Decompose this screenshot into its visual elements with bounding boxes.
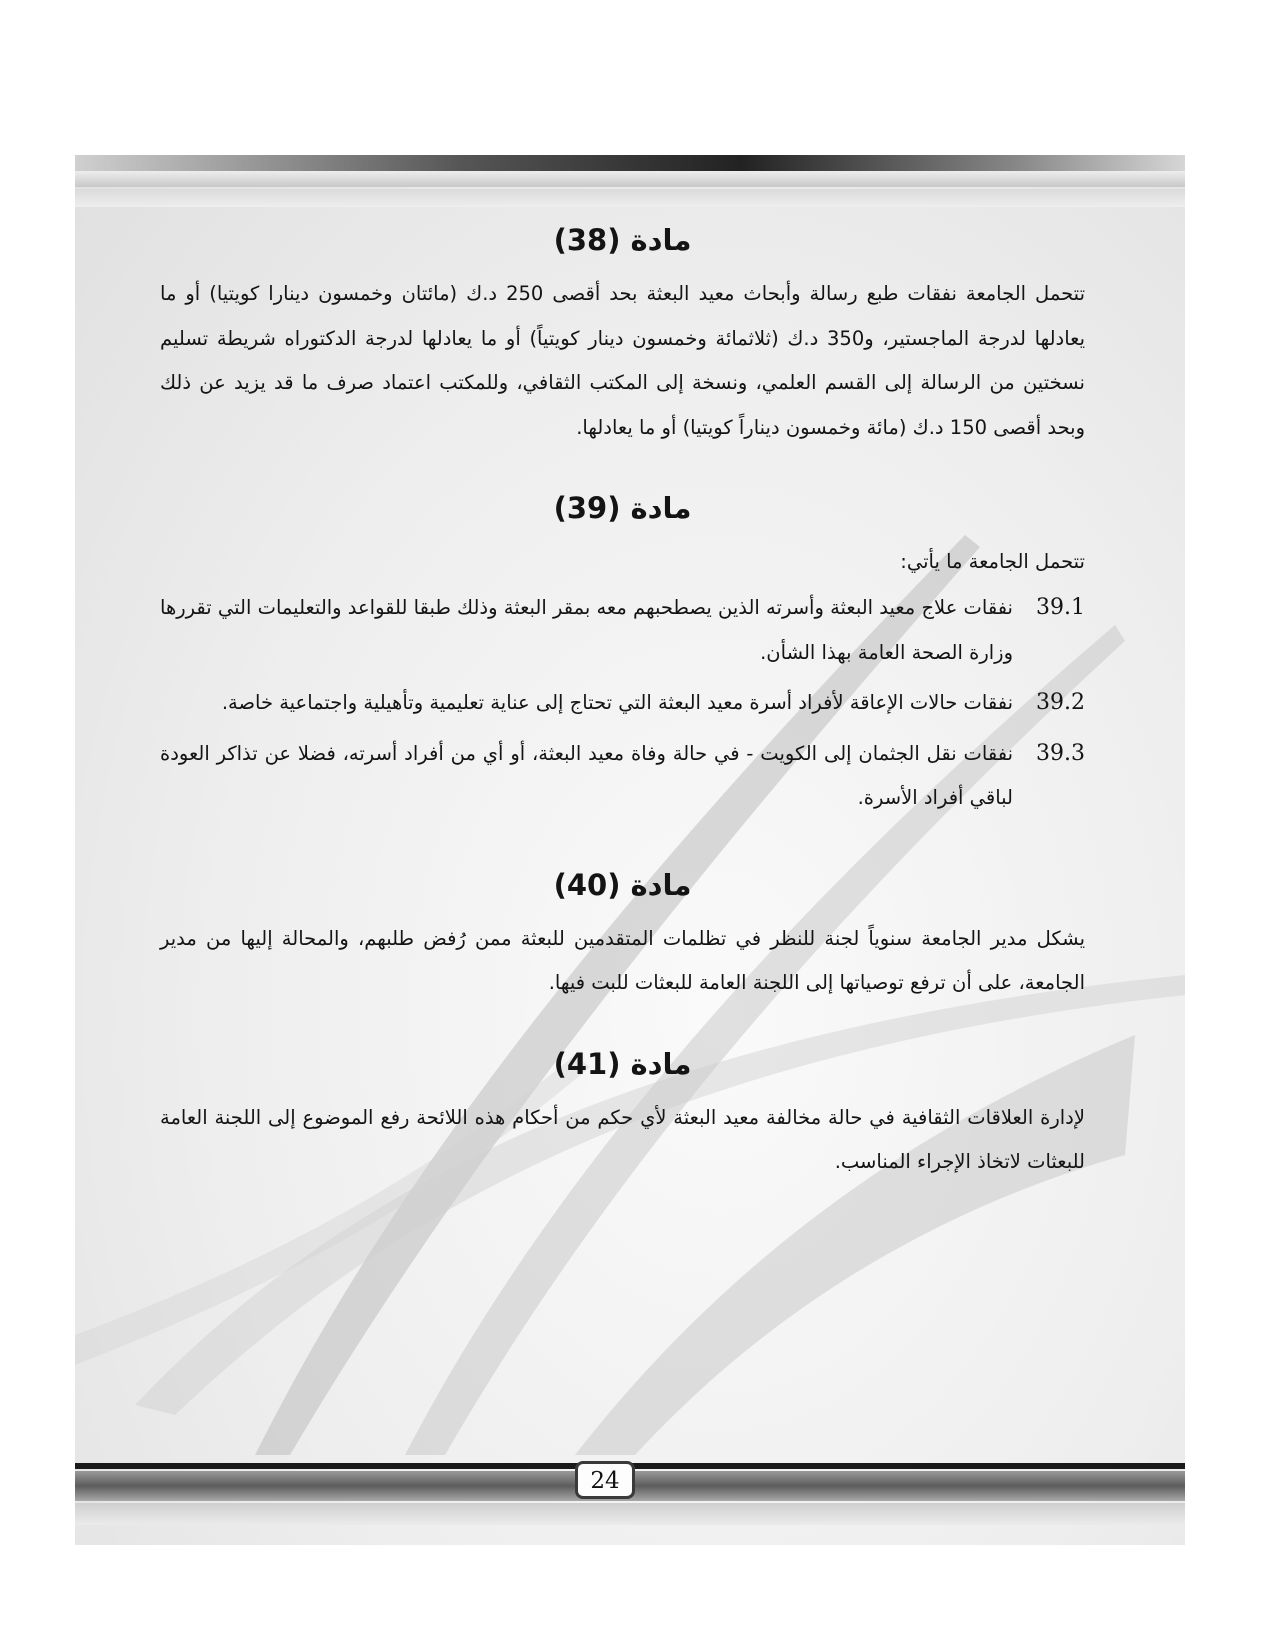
article-39-item [160, 732, 1085, 821]
article-41-heading: مادة (41) [553, 1046, 692, 1081]
item-number: 39.3 [1036, 740, 1085, 766]
article-38-paragraph: تتحمل الجامعة نفقات طبع رسالة وأبحاث معيد البعثة بحد أقصى 250 د.ك (مائتان وخمسون دينارا كويتيا) أو ما يعادلها لدرجة الماجستير، و350 د.ك (ثلاثمائة وخمسون دينار كويتياً) أو ما يعادلها لدرجة الدكتوراه شريطة تسليم نسختين من الرسالة إلى القسم العلمي، ونسخة إلى المكتب الثقافي، وللمكتب اعتماد صرف ما قد يزيد عن ذلك وبحد أقصى 150 د.ك (مائة وخمسون ديناراً كويتيا) أو ما يعادلها. [160, 282, 1085, 439]
item-number: 39.1 [1036, 595, 1085, 620]
page-number: 24 [575, 1461, 635, 1499]
article-39-intro: تتحمل الجامعة ما يأتي: [900, 550, 1085, 573]
item-text: نفقات حالات الإعاقة لأفراد أسرة معيد البعثة التي تحتاج إلى عناية تعليمية وتأهيلية واجتماعية خاصة. [221, 691, 1013, 714]
article-41-paragraph: لإدارة العلاقات الثقافية في حالة مخالفة معيد البعثة لأي حكم من أحكام هذه اللائحة رفع الموضوع إلى اللجنة العامة للبعثات لاتخاذ الإجراء المناسب. [160, 1105, 1085, 1173]
article-40-paragraph: يشكل مدير الجامعة سنوياً لجنة للنظر في تظلمات المتقدمين للبعثة ممن رُفض طلبهم، والمحالة إليها من مدير الجامعة، على أن ترفع توصياتها إلى اللجنة العامة للبعثات للبت فيها. [160, 926, 1085, 994]
article-39-heading: مادة (39) [553, 491, 692, 525]
document-body [160, 200, 1085, 1185]
item-text: نفقات علاج معيد البعثة وأسرته الذين يصطحبهم معه بمقر البعثة وذلك طبقا للقواعد والتعليمات التي تقررها وزارة الصحة العامة بهذا الشأن. [160, 596, 1013, 664]
article-39-item [160, 586, 1085, 675]
article-38-heading: مادة (38) [553, 223, 692, 257]
item-number: 39.2 [1036, 690, 1085, 715]
article-40-heading: مادة (40) [553, 867, 692, 902]
article-39-item [160, 681, 1085, 726]
item-text: نفقات نقل الجثمان إلى الكويت - في حالة وفاة معيد البعثة، أو أي من أفراد أسرته، فضلا عن تذاكر العودة لباقي أفراد الأسرة. [160, 741, 1013, 809]
